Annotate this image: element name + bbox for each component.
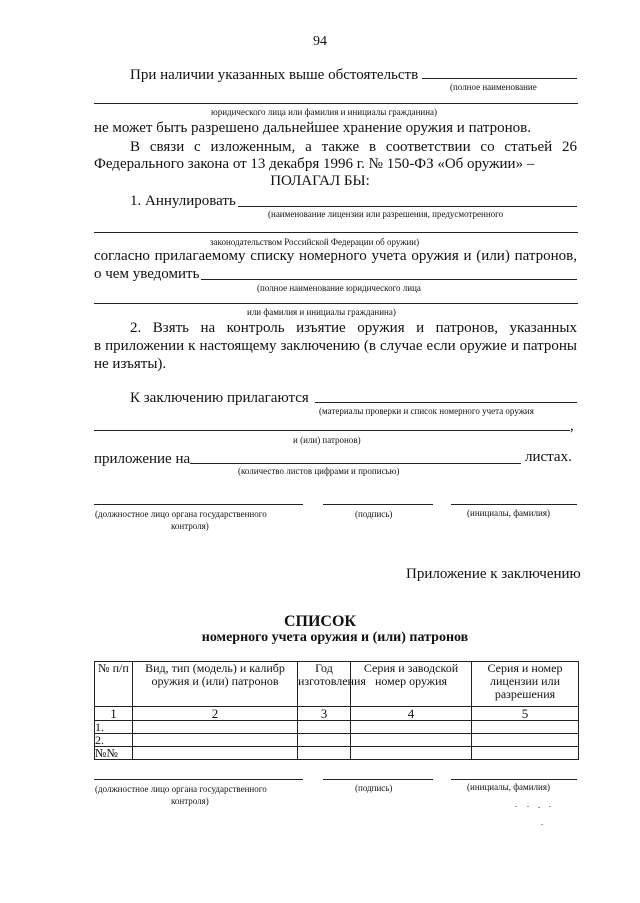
hint-official: (должностное лицо органа государственного	[95, 509, 267, 519]
hint-materials: (материалы проверки и список номерного учета оружия	[319, 406, 534, 416]
signature-line	[323, 504, 433, 505]
hint-cartridges: и (или) патронов)	[293, 435, 361, 445]
signature-line	[323, 779, 433, 780]
hint-person: или фамилия и инициалы гражданина)	[247, 307, 396, 317]
hint-initials: (инициалы, фамилия)	[467, 782, 550, 792]
table-row	[95, 734, 579, 747]
law-para-line1: В связи с изложенным, а также в соответствии со статьей 26	[130, 139, 577, 155]
cell	[298, 721, 351, 734]
cell	[133, 721, 298, 734]
hint-signature: (подпись)	[355, 509, 393, 519]
hint-full-name: (полное наименование	[450, 82, 537, 92]
fill-line	[422, 78, 577, 79]
item1-line1: согласно прилагаемому списку номерного учета оружия и (или) патронов,	[94, 248, 577, 264]
col-num: 1	[95, 707, 133, 721]
hint-license: (наименование лицензии или разрешения, предусмотренного	[268, 209, 504, 219]
cell	[133, 747, 298, 760]
cell	[298, 747, 351, 760]
hint-legislation: законодательством Российской Федерации об оружии)	[210, 237, 420, 247]
cell	[472, 734, 579, 747]
col-num: 5	[472, 707, 579, 721]
sheets-label: листах.	[525, 449, 572, 465]
weapons-register-table	[94, 661, 579, 760]
cell	[472, 721, 579, 734]
scan-speck	[541, 824, 543, 825]
header-year: Год изготовления	[298, 662, 351, 707]
cell	[351, 747, 472, 760]
hint-official-2: контроля)	[171, 521, 209, 531]
fill-line	[94, 430, 570, 431]
header-number: № п/п	[95, 662, 133, 707]
col-num: 2	[133, 707, 298, 721]
hint-legal-entity: юридического лица или фамилия и инициалы гражданина)	[211, 107, 438, 117]
fill-line	[201, 279, 577, 280]
fill-line	[94, 303, 578, 304]
appendix-label: приложение на	[94, 451, 191, 467]
fill-line	[315, 402, 577, 403]
scan-speck	[527, 806, 529, 807]
row-number: №№	[95, 747, 133, 760]
fill-line	[238, 206, 577, 207]
hint-initials: (инициалы, фамилия)	[467, 508, 550, 518]
header-type: Вид, тип (модель) и калибр оружия и (или) патронов	[133, 662, 298, 707]
table-header-row	[95, 662, 579, 707]
page-number: 94	[313, 34, 327, 49]
cell	[133, 734, 298, 747]
fill-line	[190, 463, 521, 464]
cell	[298, 734, 351, 747]
heading-polagal: ПОЛАГАЛ БЫ:	[270, 173, 370, 189]
law-para-line2: Федерального закона от 13 декабря 1996 г. № 150-ФЗ «Об оружии» –	[94, 156, 535, 172]
row-number: 1.	[95, 721, 133, 734]
col-num: 3	[298, 707, 351, 721]
item2-line2: в приложении к настоящему заключению (в случае если оружие и патроны	[94, 338, 577, 354]
scan-speck	[515, 806, 517, 807]
cell	[351, 721, 472, 734]
cell	[472, 747, 579, 760]
signature-line	[451, 779, 577, 780]
signature-line	[451, 504, 577, 505]
hint-entity-full: (полное наименование юридического лица	[257, 283, 421, 293]
intro-text: При наличии указанных выше обстоятельств	[130, 67, 419, 83]
table-row	[95, 747, 579, 760]
hint-sheet-count: (количество листов цифрами и прописью)	[238, 466, 400, 476]
appendix-title: Приложение к заключению	[406, 566, 581, 582]
header-serial: Серия и заводской номер оружия	[351, 662, 472, 707]
signature-line	[94, 779, 303, 780]
hint-signature: (подпись)	[355, 783, 393, 793]
header-license: Серия и номер лицензии или разрешения	[472, 662, 579, 707]
signature-line	[94, 504, 303, 505]
table-row	[95, 721, 579, 734]
comma: ,	[570, 418, 574, 434]
item2-line1: 2. Взять на контроль изъятие оружия и патронов, указанных	[130, 320, 577, 336]
list-subtitle: номерного учета оружия и (или) патронов	[201, 630, 469, 645]
item1-label: 1. Аннулировать	[130, 193, 236, 209]
column-number-row	[95, 707, 579, 721]
attach-label: К заключению прилагаются	[130, 390, 309, 406]
scan-speck	[549, 806, 551, 807]
cell	[351, 734, 472, 747]
hint-official: (должностное лицо органа государственного	[95, 784, 267, 794]
list-title: СПИСОК	[283, 613, 357, 630]
item2-line3: не изъяты).	[94, 356, 167, 372]
hint-official-2: контроля)	[171, 796, 209, 806]
row-number: 2.	[95, 734, 133, 747]
storage-line: не может быть разрешено дальнейшее хранение оружия и патронов.	[94, 120, 531, 136]
scan-speck	[538, 807, 540, 808]
fill-line	[94, 232, 578, 233]
fill-line	[94, 103, 578, 104]
col-num: 4	[351, 707, 472, 721]
item1-notify: о чем уведомить	[94, 266, 200, 282]
